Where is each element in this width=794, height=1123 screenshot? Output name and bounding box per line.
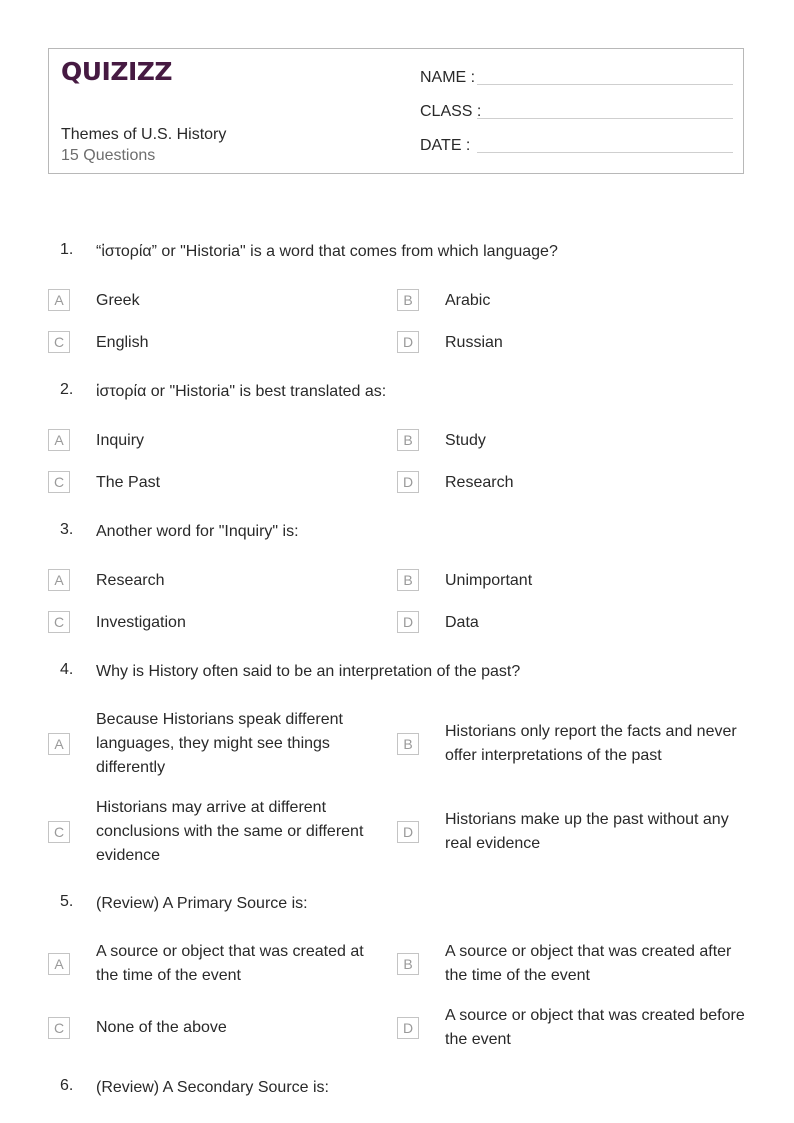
option-c-text: English: [96, 334, 149, 351]
option-d-text: Data: [445, 614, 479, 631]
option-c-box[interactable]: C: [48, 1017, 70, 1039]
option-c-box[interactable]: C: [48, 821, 70, 843]
option-b-box[interactable]: B: [397, 569, 419, 591]
option-b-text: Historians only report the facts and never offer interpretations of the past: [445, 723, 737, 764]
question-text: Why is History often said to be an interpretation of the past?: [96, 663, 521, 680]
question-number: 5.: [60, 893, 74, 910]
worksheet-header: [48, 48, 744, 174]
option-c-text: Historians may arrive at different conclusions with the same or different evidence: [96, 799, 364, 864]
option-d-box[interactable]: D: [397, 611, 419, 633]
class-label: CLASS :: [420, 103, 482, 120]
option-b-text: Study: [445, 432, 486, 449]
question-count: 15 Questions: [61, 147, 156, 164]
option-d-text: Russian: [445, 334, 503, 351]
name-line[interactable]: [477, 84, 733, 85]
question-text: (Review) A Primary Source is:: [96, 895, 308, 912]
question-text: “ἱστορία” or "Historia" is a word that comes from which language?: [96, 243, 558, 260]
option-b-text: Unimportant: [445, 572, 533, 589]
question-text: ἱστορία or "Historia" is best translated as:: [96, 383, 387, 400]
question-number: 4.: [60, 661, 74, 678]
option-c-text: The Past: [96, 474, 161, 491]
option-a-box[interactable]: A: [48, 289, 70, 311]
option-b-text: A source or object that was created after the time of the event: [445, 943, 732, 984]
question-number: 6.: [60, 1077, 74, 1094]
option-b-box[interactable]: B: [397, 733, 419, 755]
option-b-box[interactable]: B: [397, 953, 419, 975]
date-label: DATE :: [420, 137, 471, 154]
worksheet-title: Themes of U.S. History: [61, 126, 227, 143]
option-d-box[interactable]: D: [397, 331, 419, 353]
option-a-box[interactable]: A: [48, 953, 70, 975]
option-b-box[interactable]: B: [397, 289, 419, 311]
option-a-text: Inquiry: [96, 432, 145, 449]
option-c-box[interactable]: C: [48, 471, 70, 493]
option-c-text: Investigation: [96, 614, 186, 631]
option-a-text: Research: [96, 572, 165, 589]
option-a-text: A source or object that was created at the time of the event: [96, 943, 364, 984]
question-number: 2.: [60, 381, 74, 398]
option-a-box[interactable]: A: [48, 733, 70, 755]
question-number: 1.: [60, 241, 74, 258]
date-line[interactable]: [477, 152, 733, 153]
question-text: Another word for "Inquiry" is:: [96, 523, 299, 540]
option-d-box[interactable]: D: [397, 821, 419, 843]
option-a-text: Greek: [96, 292, 140, 309]
name-label: NAME :: [420, 69, 476, 86]
question-number: 3.: [60, 521, 74, 538]
option-a-box[interactable]: A: [48, 429, 70, 451]
option-c-text: None of the above: [96, 1019, 227, 1036]
option-d-box[interactable]: D: [397, 471, 419, 493]
option-a-box[interactable]: A: [48, 569, 70, 591]
option-d-text: A source or object that was created before the event: [445, 1007, 745, 1048]
question-text: (Review) A Secondary Source is:: [96, 1079, 329, 1096]
option-d-text: Research: [445, 474, 514, 491]
option-c-box[interactable]: C: [48, 611, 70, 633]
option-d-text: Historians make up the past without any real evidence: [445, 811, 729, 852]
option-d-box[interactable]: D: [397, 1017, 419, 1039]
option-a-text: Because Historians speak different languages, they might see things differently: [96, 711, 343, 776]
class-line[interactable]: [477, 118, 733, 119]
quizizz-logo: QUIZIZZ: [61, 57, 173, 86]
option-c-box[interactable]: C: [48, 331, 70, 353]
option-b-box[interactable]: B: [397, 429, 419, 451]
option-b-text: Arabic: [445, 292, 491, 309]
